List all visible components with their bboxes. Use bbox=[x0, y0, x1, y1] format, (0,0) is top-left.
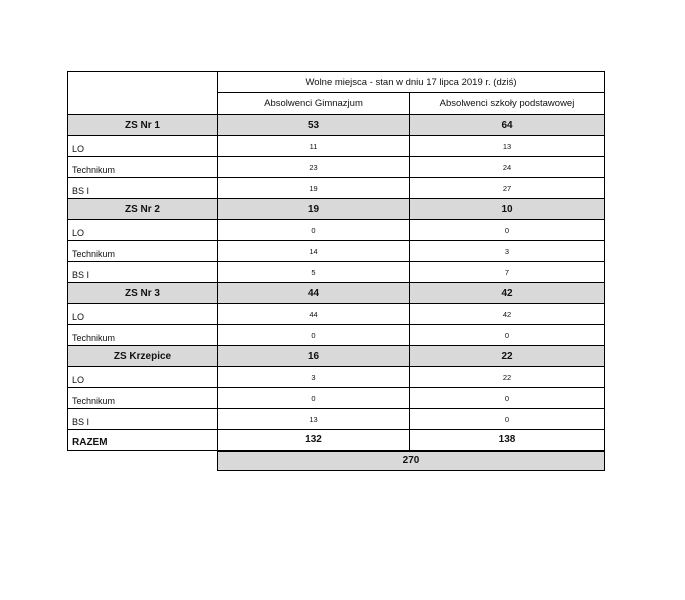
empty-cell bbox=[68, 451, 218, 471]
value-podstawowa: 3 bbox=[410, 241, 605, 262]
col-header-gimnazjum: Absolwenci Gimnazjum bbox=[218, 93, 410, 115]
table-row bbox=[68, 262, 605, 283]
value-gimnazjum: 3 bbox=[218, 367, 410, 388]
value-podstawowa: 0 bbox=[410, 220, 605, 241]
value-gimnazjum: 44 bbox=[218, 304, 410, 325]
row-label: Technikum bbox=[68, 157, 218, 178]
value-gimnazjum: 0 bbox=[218, 220, 410, 241]
row-label: LO bbox=[68, 220, 218, 241]
value-podstawowa: 0 bbox=[410, 325, 605, 346]
table-title: Wolne miejsca - stan w dniu 17 lipca 2019 r. (dziś) bbox=[218, 72, 605, 93]
total-row bbox=[68, 430, 605, 451]
value-podstawowa: 24 bbox=[410, 157, 605, 178]
row-label: BS I bbox=[68, 409, 218, 430]
table-body bbox=[68, 72, 605, 471]
row-label: Technikum bbox=[68, 241, 218, 262]
group-row bbox=[68, 115, 605, 136]
value-gimnazjum: 23 bbox=[218, 157, 410, 178]
group-name: ZS Nr 2 bbox=[68, 199, 218, 220]
group-total-gimnazjum: 53 bbox=[218, 115, 410, 136]
value-gimnazjum: 14 bbox=[218, 241, 410, 262]
value-gimnazjum: 13 bbox=[218, 409, 410, 430]
table-row bbox=[68, 241, 605, 262]
grand-total: 270 bbox=[218, 451, 605, 471]
table-row bbox=[68, 409, 605, 430]
table-row bbox=[68, 136, 605, 157]
group-row bbox=[68, 283, 605, 304]
group-name: ZS Nr 1 bbox=[68, 115, 218, 136]
row-label: LO bbox=[68, 367, 218, 388]
table-row bbox=[68, 178, 605, 199]
value-gimnazjum: 0 bbox=[218, 388, 410, 409]
group-name: ZS Nr 3 bbox=[68, 283, 218, 304]
value-podstawowa: 7 bbox=[410, 262, 605, 283]
table-row bbox=[68, 220, 605, 241]
value-gimnazjum: 5 bbox=[218, 262, 410, 283]
title-row bbox=[68, 72, 605, 93]
group-total-podstawowa: 64 bbox=[410, 115, 605, 136]
row-label: BS I bbox=[68, 178, 218, 199]
value-podstawowa: 42 bbox=[410, 304, 605, 325]
corner-cell-lower bbox=[68, 93, 218, 115]
group-total-podstawowa: 22 bbox=[410, 346, 605, 367]
value-gimnazjum: 0 bbox=[218, 325, 410, 346]
total-gimnazjum: 132 bbox=[218, 430, 410, 451]
value-podstawowa: 0 bbox=[410, 409, 605, 430]
corner-cell bbox=[68, 72, 218, 93]
places-table bbox=[67, 71, 605, 471]
group-total-podstawowa: 42 bbox=[410, 283, 605, 304]
group-total-gimnazjum: 44 bbox=[218, 283, 410, 304]
group-row bbox=[68, 199, 605, 220]
table-row bbox=[68, 388, 605, 409]
row-label: LO bbox=[68, 304, 218, 325]
row-label: BS I bbox=[68, 262, 218, 283]
row-label: Technikum bbox=[68, 325, 218, 346]
table-row bbox=[68, 367, 605, 388]
group-name: ZS Krzepice bbox=[68, 346, 218, 367]
value-gimnazjum: 19 bbox=[218, 178, 410, 199]
value-podstawowa: 0 bbox=[410, 388, 605, 409]
value-gimnazjum: 11 bbox=[218, 136, 410, 157]
header-row bbox=[68, 93, 605, 115]
grand-total-row bbox=[68, 451, 605, 471]
row-label: LO bbox=[68, 136, 218, 157]
group-total-gimnazjum: 19 bbox=[218, 199, 410, 220]
total-podstawowa: 138 bbox=[410, 430, 605, 451]
value-podstawowa: 27 bbox=[410, 178, 605, 199]
value-podstawowa: 22 bbox=[410, 367, 605, 388]
row-label: Technikum bbox=[68, 388, 218, 409]
table-row bbox=[68, 304, 605, 325]
value-podstawowa: 13 bbox=[410, 136, 605, 157]
table-row bbox=[68, 325, 605, 346]
group-row bbox=[68, 346, 605, 367]
group-total-gimnazjum: 16 bbox=[218, 346, 410, 367]
table-row bbox=[68, 157, 605, 178]
total-label: RAZEM bbox=[68, 430, 218, 451]
group-total-podstawowa: 10 bbox=[410, 199, 605, 220]
col-header-podstawowa: Absolwenci szkoły podstawowej bbox=[410, 93, 605, 115]
